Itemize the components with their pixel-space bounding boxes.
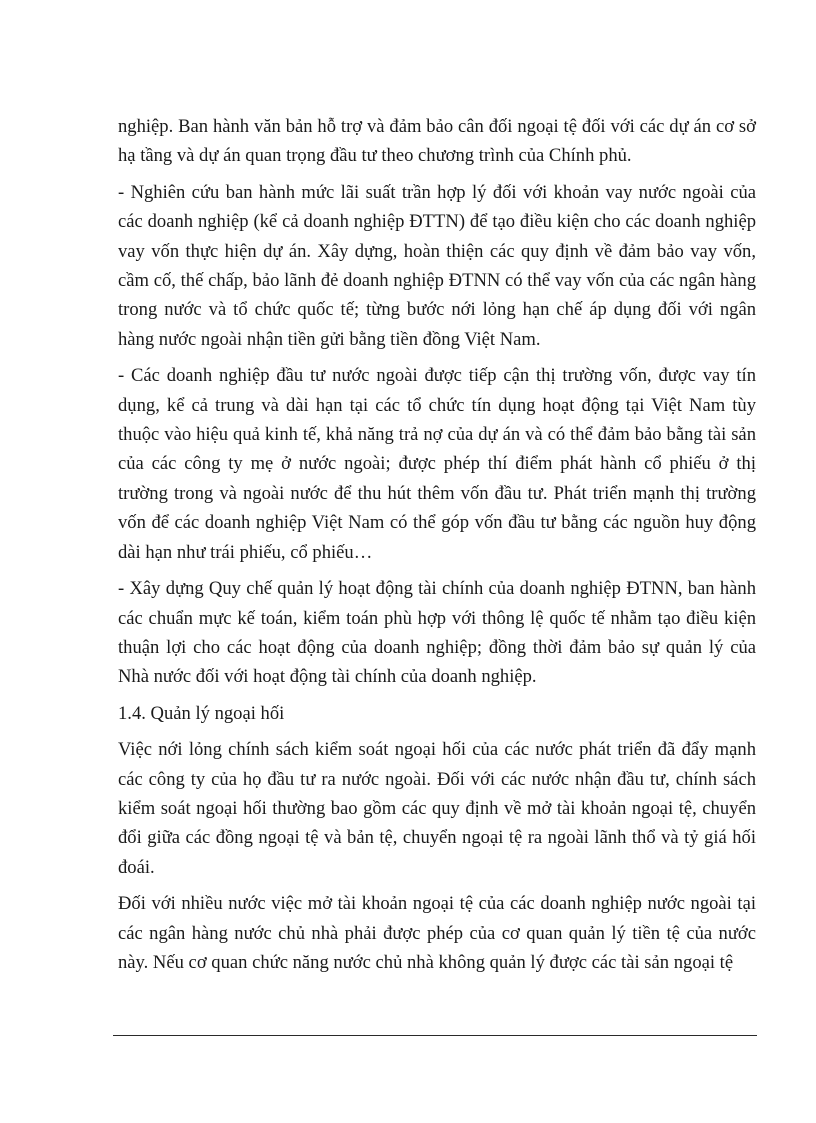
- paragraph-capital-market: - Các doanh nghiệp đầu tư nước ngoài được tiếp cận thị trường vốn, được vay tín dụng, kể cả trung và dài hạn tại các tổ chức tín dụng hoạt động tại Việt Nam tùy thuộc vào hiệu quả kinh tế, khả năng trả nợ của dự án và có thể đảm bảo bằng tài sản của các công ty mẹ ở nước ngoài; được phép thí điểm phát hành cổ phiếu ở thị trường trong và ngoài nước để thu hút thêm vốn đầu tư. Phát triển mạnh thị trường vốn để các doanh nghiệp Việt Nam có thể góp vốn đầu tư bằng các nguồn huy động dài hạn như trái phiếu, cổ phiếu…: [118, 365, 756, 563]
- paragraph-interest-ceiling: - Nghiên cứu ban hành mức lãi suất trần hợp lý đối với khoản vay nước ngoài của các doanh nghiệp (kể cả doanh nghiệp ĐTTN) để tạo điều kiện cho các doanh nghiệp vay vốn thực hiện dự án. Xây dựng, hoàn thiện các quy định về đảm bảo vay vốn, cầm cố, thế chấp, bảo lãnh đẻ doanh nghiệp ĐTNN có thể vay vốn của các ngân hàng trong nước và tổ chức quốc tế; từng bước nới lỏng hạn chế áp dụng đối với ngân hàng nước ngoài nhận tiền gửi bằng tiền đồng Việt Nam.: [118, 181, 756, 350]
- paragraph-continuation: nghiệp. Ban hành văn bản hỗ trợ và đảm bảo cân đối ngoại tệ đối với các dự án cơ sở hạ tầng và dự án quan trọng đầu tư theo chương trình của Chính phủ.: [118, 116, 756, 167]
- paragraph-forex-accounts: Đối với nhiều nước việc mở tài khoản ngoại tệ của các doanh nghiệp nước ngoài tại các ngân hàng nước chủ nhà phải được phép của cơ quan quản lý tiền tệ của nước này. Nếu cơ quan chức năng nước chủ nhà không quản lý được các tài sản ngoại tệ: [118, 893, 756, 973]
- section-heading-forex: 1.4. Quản lý ngoại hối: [118, 702, 285, 724]
- document-body: [118, 112, 756, 984]
- paragraph-financial-regulation: - Xây dựng Quy chế quản lý hoạt động tài chính của doanh nghiệp ĐTNN, ban hành các chuẩn mực kế toán, kiểm toán phù hợp với thông lệ quốc tế nhằm tạo điều kiện thuận lợi cho các hoạt động của doanh nghiệp; đồng thời đảm bảo sự quản lý của Nhà nước đối với hoạt động tài chính của doanh nghiệp.: [118, 578, 756, 688]
- paragraph-forex-policy: Việc nới lỏng chính sách kiểm soát ngoại hối của các nước phát triển đã đẩy mạnh các công ty của họ đầu tư ra nước ngoài. Đối với các nước nhận đầu tư, chính sách kiểm soát ngoại hối thường bao gồm các quy định về mở tài khoản ngoại tệ, chuyển đổi giữa các đồng ngoại tệ và bản tệ, chuyển ngoại tệ ra ngoài lãnh thổ và tỷ giá hối đoái.: [118, 739, 756, 878]
- footer-divider: [113, 1035, 757, 1036]
